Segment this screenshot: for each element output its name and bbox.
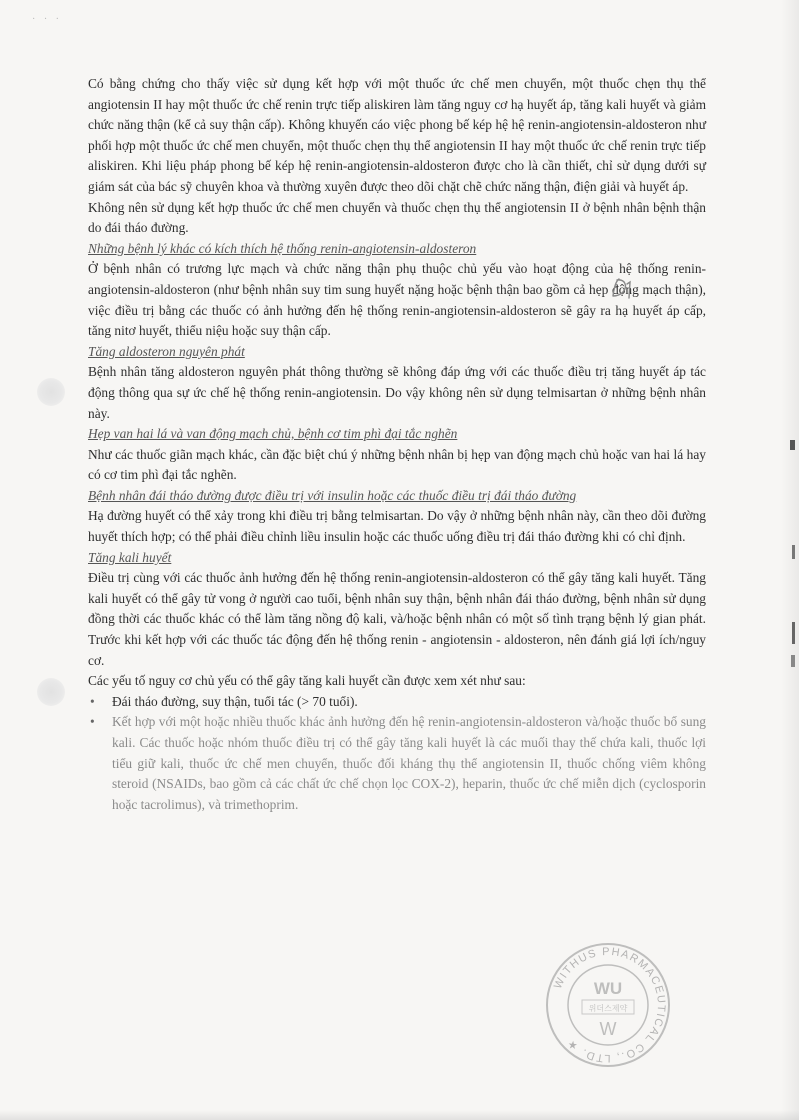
paragraph-diabetic-nephropathy: Không nên sử dụng kết hợp thuốc ức chế men chuyển và thuốc chẹn thụ thể angiotensin II ở bệnh nhân bệnh thận do đái tháo đường. (88, 199, 706, 236)
punch-hole-bottom (37, 678, 65, 706)
edge-mark (790, 440, 795, 450)
heading-other-raas-conditions: Những bệnh lý khác có kích thích hệ thống renin-angiotensin-aldosteron (88, 240, 477, 256)
risk-factors-list (88, 692, 706, 816)
paragraph-dual-blockade: Có bằng chứng cho thấy việc sử dụng kết hợp với một thuốc ức chế men chuyển, một thuốc chẹn thụ thể angiotensin II hay một thuốc ức chế renin trực tiếp aliskiren làm tăng nguy cơ hạ huyết áp, tăng kali huyết và giảm chức năng thận (kể cả suy thận cấp). Không khuyến cáo việc phong bế kép hệ hệ renin-angiotensin-aldosteron như phối hợp một thuốc ức chế men chuyển, một thuốc chẹn thụ thể angiotensin II hay một thuốc ức chế renin trực tiếp aliskiren. Khi liệu pháp phong bế kép hệ renin-angiotensin-aldosteron được cho là cần thiết, chỉ sử dụng dưới sự giám sát của bác sỹ chuyên khoa và thường xuyên được theo dõi chặt chẽ chức năng thận, điện giải và huyết áp. (88, 76, 706, 194)
paragraph-other-raas-conditions: Ở bệnh nhân có trương lực mạch và chức năng thận phụ thuộc chủ yếu vào hoạt động của hệ thống renin-angiotensin-aldosteron (như bệnh nhân suy tim sung huyết nặng hoặc bệnh thận bao gồm cả hẹp động mạch thận), việc điều trị bằng các thuốc có ảnh hưởng đến hệ thống renin-angiotensin-aldosteron sẽ gây ra hạ huyết áp cấp, tăng nitơ huyết, thiểu niệu hoặc suy thận cấp. (88, 261, 706, 339)
paragraph-hyperkalemia: Điều trị cùng với các thuốc ảnh hưởng đến hệ thống renin-angiotensin-aldosteron có thể gây tăng kali huyết. Tăng kali huyết có thể gây tử vong ở người cao tuổi, bệnh nhân suy thận, bệnh nhân đái tháo đường, bệnh nhân sử dụng đồng thời các thuốc khác có thể làm tăng nồng độ kali, và/hoặc bệnh nhân có một số tình trạng bệnh lý gian phát. Trước khi kết hợp với các thuốc tác động đến hệ thống renin - angiotensin - aldosteron, nên đánh giá lợi ích/nguy cơ. (88, 570, 706, 668)
document-body (88, 74, 706, 815)
edge-mark (791, 655, 795, 667)
list-item: • Kết hợp với một hoặc nhiều thuốc khác ảnh hưởng đến hệ renin-angiotensin-aldosteron và/hoặc thuốc bổ sung kali. Các thuốc hoặc nhóm thuốc điều trị có thể gây tăng kali huyết là các muối thay thế chứa kali, thuốc lợi tiểu giữ kali, thuốc ức chế men chuyển, thuốc đối kháng thụ thể angiotensin II, thuốc chống viêm không steroid (NSAIDs, bao gồm cả các chất ức chế chọn lọc COX-2), heparin, thuốc ức chế miễn dịch (cyclosporin hoặc tacrolimus), và trimethoprim. (88, 712, 706, 815)
edge-mark (792, 545, 795, 559)
punch-hole-top (37, 378, 65, 406)
seal-center-logo: WU (593, 979, 623, 998)
page-bottom-edge-shadow (0, 1110, 799, 1120)
paragraph-diabetic-patients: Hạ đường huyết có thể xảy trong khi điều trị bằng telmisartan. Do vậy ở những bệnh nhân này, cần theo dõi đường huyết thích hợp; có thể phải điều chỉnh liều insulin hoặc các thuốc uống điều trị đái tháo đường khi có chỉ định. (88, 508, 706, 545)
paragraph-valve-stenosis: Như các thuốc giãn mạch khác, cần đặc biệt chú ý những bệnh nhân bị hẹp van động mạch chủ hoặc van hai lá hay có cơ tim phì đại tắc nghẽn. (88, 446, 706, 483)
seal-ring-text: WITHUS PHARMACEUTICAL CO., LTD. ★ (551, 945, 668, 1065)
heading-valve-stenosis: Hẹp van hai lá và van động mạch chủ, bệnh cơ tim phì đại tắc nghẽn (88, 426, 458, 442)
company-seal (543, 940, 673, 1070)
edge-mark (792, 622, 795, 644)
paragraph-primary-aldosteronism: Bệnh nhân tăng aldosteron nguyên phát thông thường sẽ không đáp ứng với các thuốc điều trị tăng huyết áp tác động thông qua sự ức chế hệ thống renin-angiotensin. Do vậy không nên sử dụng telmisartan ở những bệnh nhân này. (88, 364, 706, 421)
heading-primary-aldosteronism: Tăng aldosteron nguyên phát (88, 343, 245, 359)
heading-hyperkalemia: Tăng kali huyết (88, 549, 172, 565)
page-right-edge-shadow (781, 0, 799, 1120)
scan-speckles: · · · (32, 14, 62, 25)
seal-center-mark: W (599, 1019, 617, 1039)
handwritten-initial (608, 276, 634, 302)
heading-diabetic-patients: Bệnh nhân đái tháo đường được điều trị với insulin hoặc các thuốc điều trị đái tháo đường (88, 487, 577, 503)
paragraph-risk-factors-intro: Các yếu tố nguy cơ chủ yếu có thể gây tăng kali huyết cần được xem xét như sau: (88, 673, 526, 689)
seal-center-name: 위더스제약 (588, 1004, 628, 1013)
list-item: • Đái tháo đường, suy thận, tuổi tác (> 70 tuổi). (88, 692, 706, 713)
